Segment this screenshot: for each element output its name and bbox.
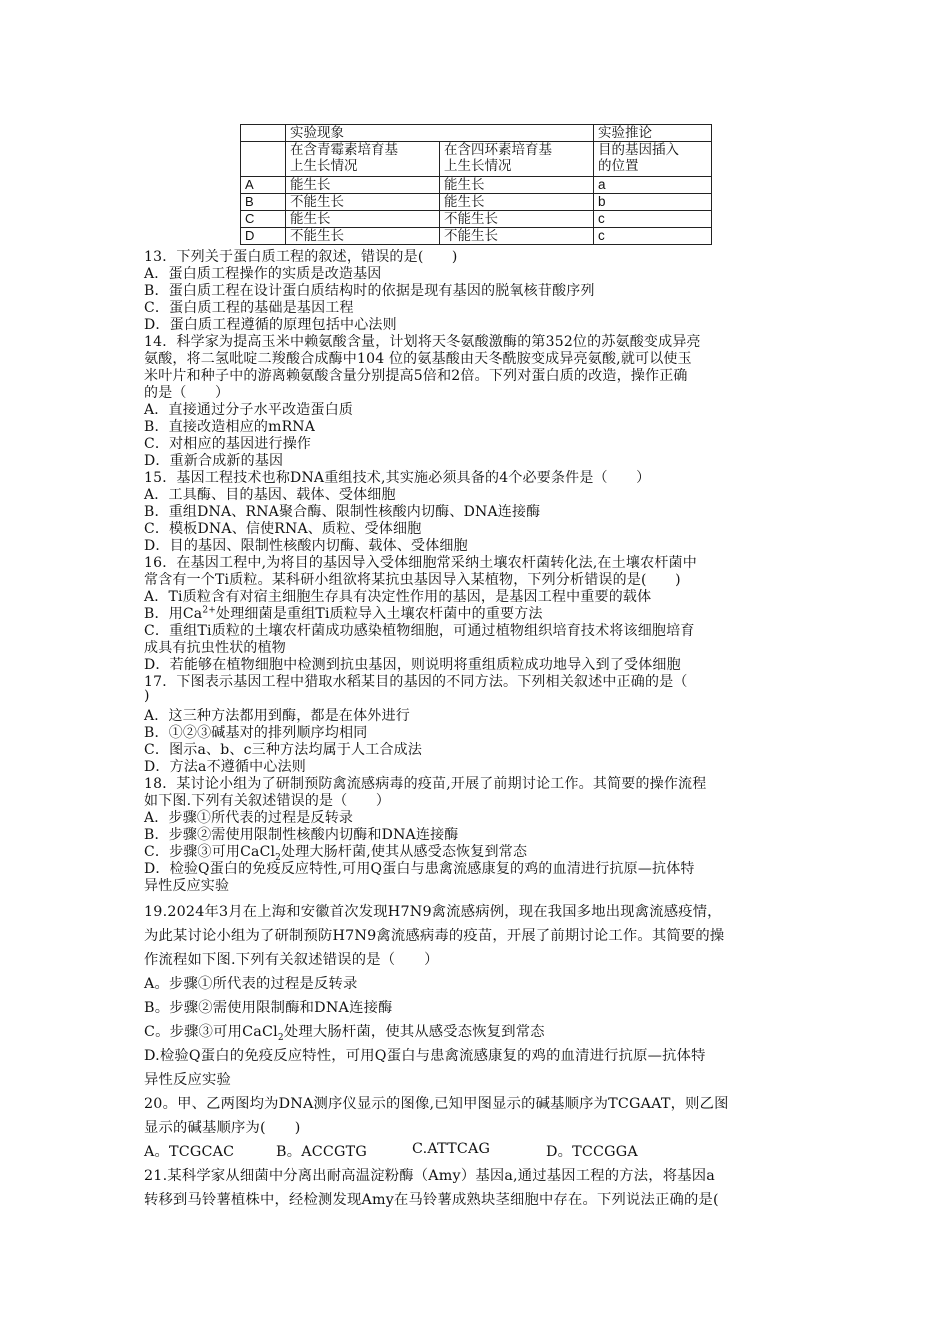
question-17-option-d: D．方法a不遵循中心法则 xyxy=(144,759,306,775)
question-21-stem-line-2: 转移到马铃薯植株中，经检测发现Amy在马铃薯成熟块茎细胞中存在。下列说法正确的是( xyxy=(144,1192,719,1208)
question-18-stem-line-2: 如下图.下列有关叙述错误的是（ ） xyxy=(144,793,391,809)
question-16-option-c-line-1: C．重组Ti质粒的土壤农杆菌成功感染植物细胞，可通过植物组织培育技术将该细胞培育 xyxy=(144,623,695,639)
table-cell: 能生长 xyxy=(440,194,594,211)
question-16-option-c-line-2: 成具有抗虫性状的植物 xyxy=(144,640,286,656)
table-row-label: D xyxy=(241,228,286,245)
table-header-row xyxy=(241,125,712,142)
question-16-stem-line-2: 常含有一个Ti质粒。某科研小组欲将某抗虫基因导入某植物，下列分析错误的是( ) xyxy=(144,572,681,588)
question-14-stem-line-1: 14．科学家为提高玉米中赖氨酸含量，计划将天冬氨酸激酶的第352位的苏氨酸变成异亮 xyxy=(144,334,701,350)
question-20-stem-line-1: 20。甲、乙两图均为DNA测序仪显示的图像,已知甲图显示的碱基顺序为TCGAAT，则乙图 xyxy=(144,1096,729,1112)
question-14-stem-line-4: 的是（ ） xyxy=(144,385,230,401)
table-row xyxy=(241,228,712,245)
table-cell: 不能生长 xyxy=(286,228,440,245)
experiment-table xyxy=(240,124,712,245)
table-observation-header: 实验现象 xyxy=(286,125,594,142)
table-col3-header: 目的基因插入 的位置 xyxy=(594,142,712,177)
question-20-option-d: D。TCCGGA xyxy=(546,1144,638,1160)
question-15-option-c: C．模板DNA、信使RNA、质粒、受体细胞 xyxy=(144,521,422,537)
question-20-stem-line-2: 显示的碱基顺序为( ) xyxy=(144,1120,301,1136)
question-17-option-b: B．①②③碱基对的排列顺序均相同 xyxy=(144,725,368,741)
question-18-option-a: A．步骤①所代表的过程是反转录 xyxy=(144,810,354,826)
question-21-stem-line-1: 21.某科学家从细菌中分离出耐高温淀粉酶（Amy）基因a,通过基因工程的方法，将基因a xyxy=(144,1168,715,1184)
question-17-option-c: C．图示a、b、c三种方法均属于人工合成法 xyxy=(144,742,423,758)
question-17-option-a: A．这三种方法都用到酶，都是在体外进行 xyxy=(144,708,410,724)
question-16-option-a: A．Ti质粒含有对宿主细胞生存具有决定性作用的基因，是基因工程中重要的载体 xyxy=(144,589,652,605)
table-cell: b xyxy=(594,194,712,211)
table-inference-header: 实验推论 xyxy=(594,125,712,142)
question-20-option-c: C.ATTCAG xyxy=(412,1141,491,1157)
table-subheader-row xyxy=(241,142,712,177)
question-19-option-c: C。步骤③可用CaCl$_2$处理大肠杆菌，使其从感受态恢复到常态 xyxy=(144,1024,545,1043)
question-19-stem-line-2: 为此某讨论小组为了研制预防H7N9禽流感病毒的疫苗，开展了前期讨论工作。其简要的操 xyxy=(144,928,725,944)
table-row-label: A xyxy=(241,177,286,194)
table-cell: 不能生长 xyxy=(440,228,594,245)
table-col1-header: 在含青霉素培育基 上生长情况 xyxy=(286,142,440,177)
question-15-option-b: B．重组DNA、RNA聚合酶、限制性核酸内切酶、DNA连接酶 xyxy=(144,504,541,520)
table-cell: 能生长 xyxy=(286,211,440,228)
question-19-option-a: A。步骤①所代表的过程是反转录 xyxy=(144,976,358,992)
question-15-stem: 15．基因工程技术也称DNA重组技术,其实施必须具备的4个必要条件是（ ） xyxy=(144,470,651,486)
question-13-option-d: D．蛋白质工程遵循的原理包括中心法则 xyxy=(144,317,397,333)
question-18-option-b: B．步骤②需使用限制性核酸内切酶和DNA连接酶 xyxy=(144,827,459,843)
question-14-option-a: A．直接通过分子水平改造蛋白质 xyxy=(144,402,354,418)
question-19-stem-line-1: 19.2024年3月在上海和安徽首次发现H7N9禽流感病例，现在我国多地出现禽流感疫情， xyxy=(144,904,722,920)
question-16-option-b: B．用$Ca^{2+}$处理细菌是重组Ti质粒导入土壤农杆菌中的重要方法 xyxy=(144,605,543,622)
table-cell: 不能生长 xyxy=(440,211,594,228)
question-18-stem-line-1: 18．某讨论小组为了研制预防禽流感病毒的疫苗,开展了前期讨论工作。其简要的操作流程 xyxy=(144,776,707,792)
question-13-option-a: A．蛋白质工程操作的实质是改造基因 xyxy=(144,266,382,282)
question-19-option-b: B。步骤②需使用限制酶和DNA连接酶 xyxy=(144,1000,393,1016)
table-row xyxy=(241,211,712,228)
table-cell: c xyxy=(594,228,712,245)
question-20-option-a: A。TCGCAC xyxy=(144,1144,235,1160)
question-16-option-d: D．若能够在植物细胞中检测到抗虫基因，则说明将重组质粒成功地导入到了受体细胞 xyxy=(144,657,681,673)
table-blank-cell xyxy=(241,142,286,177)
table-corner-cell xyxy=(241,125,286,142)
question-18-option-d-line-2: 异性反应实验 xyxy=(144,878,230,894)
table-col2-header: 在含四环素培育基 上生长情况 xyxy=(440,142,594,177)
question-13-option-c: C．蛋白质工程的基础是基因工程 xyxy=(144,300,354,316)
table-row xyxy=(241,194,712,211)
question-14-option-d: D．重新合成新的基因 xyxy=(144,453,284,469)
table-cell: c xyxy=(594,211,712,228)
question-16-stem-line-1: 16．在基因工程中,为将目的基因导入受体细胞常采纳土壤农杆菌转化法,在土壤农杆菌中 xyxy=(144,555,697,571)
question-18-option-c: C．步骤③可用CaCl$_2$处理大肠杆菌,使其从感受态恢复到常态 xyxy=(144,844,528,863)
table-cell: 能生长 xyxy=(440,177,594,194)
question-17-stem-line-2: ) xyxy=(144,688,150,704)
table-cell: 能生长 xyxy=(286,177,440,194)
question-15-option-a: A．工具酶、目的基因、载体、受体细胞 xyxy=(144,487,396,503)
question-13-option-b: B．蛋白质工程在设计蛋白质结构时的依据是现有基因的脱氧核苷酸序列 xyxy=(144,283,595,299)
question-19-option-d-line-1: D.检验Q蛋白的免疫反应特性，可用Q蛋白与患禽流感康复的鸡的血清进行抗原—抗体特 xyxy=(144,1048,706,1064)
table-row-label: B xyxy=(241,194,286,211)
table-row-label: C xyxy=(241,211,286,228)
table-row xyxy=(241,177,712,194)
question-13-stem: 13．下列关于蛋白质工程的叙述，错误的是( ) xyxy=(144,249,458,265)
table-cell: 不能生长 xyxy=(286,194,440,211)
question-14-stem-line-2: 氨酸，将二氢吡啶二羧酸合成酶中104 位的氨基酸由天冬酰胺变成异亮氨酸,就可以使玉 xyxy=(144,351,692,367)
question-19-option-d-line-2: 异性反应实验 xyxy=(144,1072,231,1088)
question-14-option-c: C．对相应的基因进行操作 xyxy=(144,436,312,452)
table-cell: a xyxy=(594,177,712,194)
question-14-option-b: B．直接改造相应的mRNA xyxy=(144,419,316,435)
question-17-stem-line-1: 17．下图表示基因工程中猎取水稻某目的基因的不同方法。下列相关叙述中正确的是（ xyxy=(144,674,688,690)
question-15-option-d: D．目的基因、限制性核酸内切酶、载体、受体细胞 xyxy=(144,538,468,554)
question-19-stem-line-3: 作流程如下图.下列有关叙述错误的是（ ） xyxy=(144,952,439,968)
question-14-stem-line-3: 米叶片和种子中的游离赖氨酸含量分别提高5倍和2倍。下列对蛋白质的改造，操作正确 xyxy=(144,368,688,384)
question-18-option-d-line-1: D．检验Q蛋白的免疫反应特性,可用Q蛋白与患禽流感康复的鸡的血清进行抗原—抗体特 xyxy=(144,861,695,877)
question-20-option-b: B。ACCGTG xyxy=(276,1144,367,1160)
